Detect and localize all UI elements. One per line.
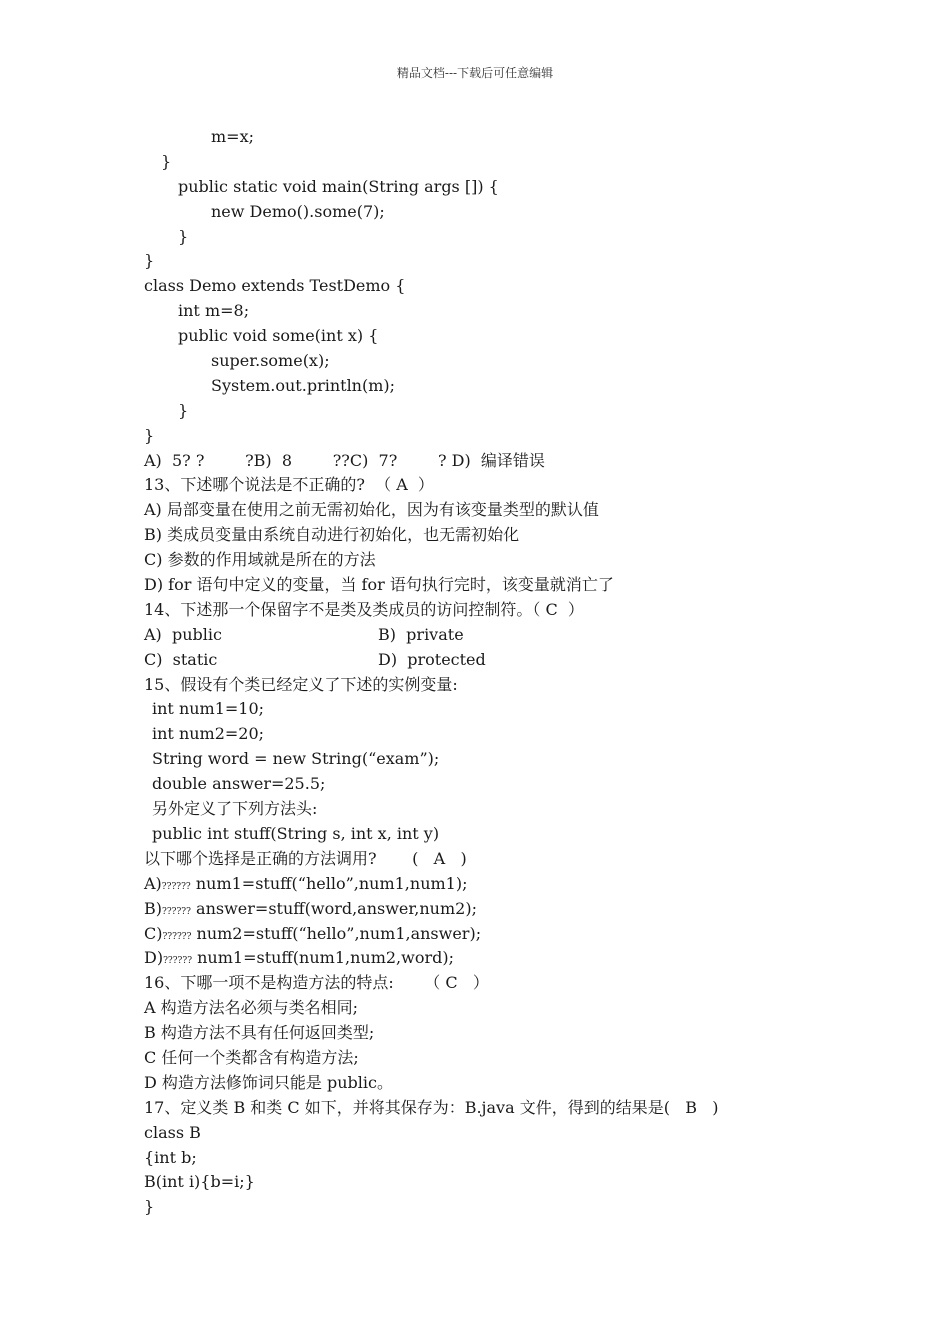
document-body bbox=[144, 125, 844, 1220]
option-label: D) bbox=[144, 948, 164, 968]
option-line: C) 参数的作用域就是所在的方法 bbox=[144, 550, 376, 570]
placeholder-marks: ?????? bbox=[162, 931, 192, 942]
code-line: {int b; bbox=[144, 1147, 197, 1167]
code-line: int num2=20; bbox=[152, 724, 265, 744]
text-line: 另外定义了下列方法头: bbox=[152, 799, 318, 819]
code-line: } bbox=[144, 1197, 155, 1217]
code-line: } bbox=[178, 226, 189, 246]
placeholder-marks: ?????? bbox=[161, 881, 191, 892]
option-line bbox=[144, 872, 844, 897]
option-line: B) 类成员变量由系统自动进行初始化，也无需初始化 bbox=[144, 525, 520, 545]
code-line: B(int i){b=i;} bbox=[144, 1172, 255, 1192]
question-17: 17、定义类 B 和类 C 如下，并将其保存为：B.java 文件，得到的结果是( B ) bbox=[144, 1097, 719, 1117]
code-line: double answer=25.5; bbox=[152, 774, 326, 794]
option-text: num1=stuff(num1,num2,word); bbox=[192, 948, 454, 968]
option-text: answer=stuff(word,answer,num2); bbox=[190, 898, 477, 918]
code-line: } bbox=[161, 151, 172, 171]
option-label: C) bbox=[144, 923, 163, 943]
question-prompt: 以下哪个选择是正确的方法调用? ( A ) bbox=[144, 848, 467, 868]
code-line: } bbox=[144, 251, 155, 271]
answer-options: A) 5? ? ?B) 8 ??C) 7? ? D) 编译错误 bbox=[144, 450, 545, 470]
option-row bbox=[144, 648, 844, 673]
code-line: int num1=10; bbox=[152, 699, 265, 719]
option-c: C) static bbox=[144, 649, 218, 669]
placeholder-marks: ?????? bbox=[163, 956, 193, 967]
placeholder-marks: ?????? bbox=[162, 906, 191, 917]
code-line: int m=8; bbox=[178, 301, 250, 321]
option-b: B) private bbox=[378, 624, 464, 644]
code-line: } bbox=[178, 400, 189, 420]
code-line: } bbox=[144, 425, 155, 445]
option-label: A) bbox=[144, 873, 162, 893]
code-line: public void some(int x) { bbox=[178, 326, 379, 346]
option-line bbox=[144, 922, 844, 947]
option-line bbox=[144, 897, 844, 922]
option-line: D) for 语句中定义的变量，当 for 语句执行完时，该变量就消亡了 bbox=[144, 575, 614, 595]
question-16: 16、下哪一项不是构造方法的特点: （ C ） bbox=[144, 973, 489, 993]
option-line: C 任何一个类都含有构造方法; bbox=[144, 1047, 359, 1067]
question-14: 14、下述那一个保留字不是类及类成员的访问控制符。（ C ） bbox=[144, 599, 584, 619]
option-line: A) 局部变量在使用之前无需初始化，因为有该变量类型的默认值 bbox=[144, 500, 599, 520]
code-line: String word = new String(“exam”); bbox=[152, 749, 440, 769]
code-line: class B bbox=[144, 1122, 201, 1142]
option-text: num2=stuff(“hello”,num1,answer); bbox=[191, 923, 482, 943]
option-line: D 构造方法修饰词只能是 public。 bbox=[144, 1072, 393, 1092]
code-line: m=x; bbox=[211, 127, 254, 146]
code-line: super.some(x); bbox=[211, 351, 330, 371]
option-line: B 构造方法不具有任何返回类型; bbox=[144, 1023, 375, 1043]
page-header: 精品文档---下载后可任意编辑 bbox=[396, 66, 554, 80]
option-text: num1=stuff(“hello”,num1,num1); bbox=[190, 873, 468, 893]
question-13: 13、下述哪个说法是不正确的? （ A ） bbox=[144, 475, 434, 495]
code-line: class Demo extends TestDemo { bbox=[144, 276, 406, 296]
option-label: B) bbox=[144, 898, 162, 918]
option-line bbox=[144, 946, 844, 971]
option-line: A 构造方法名必须与类名相同; bbox=[144, 998, 359, 1018]
code-line: public int stuff(String s, int x, int y) bbox=[152, 823, 440, 843]
option-a: A) public bbox=[144, 624, 222, 644]
option-d: D) protected bbox=[378, 649, 486, 669]
code-line: System.out.println(m); bbox=[211, 375, 396, 395]
question-15: 15、假设有个类已经定义了下述的实例变量: bbox=[144, 674, 458, 694]
code-line: public static void main(String args []) { bbox=[178, 176, 499, 196]
option-row bbox=[144, 623, 844, 648]
code-line: new Demo().some(7); bbox=[211, 201, 385, 221]
